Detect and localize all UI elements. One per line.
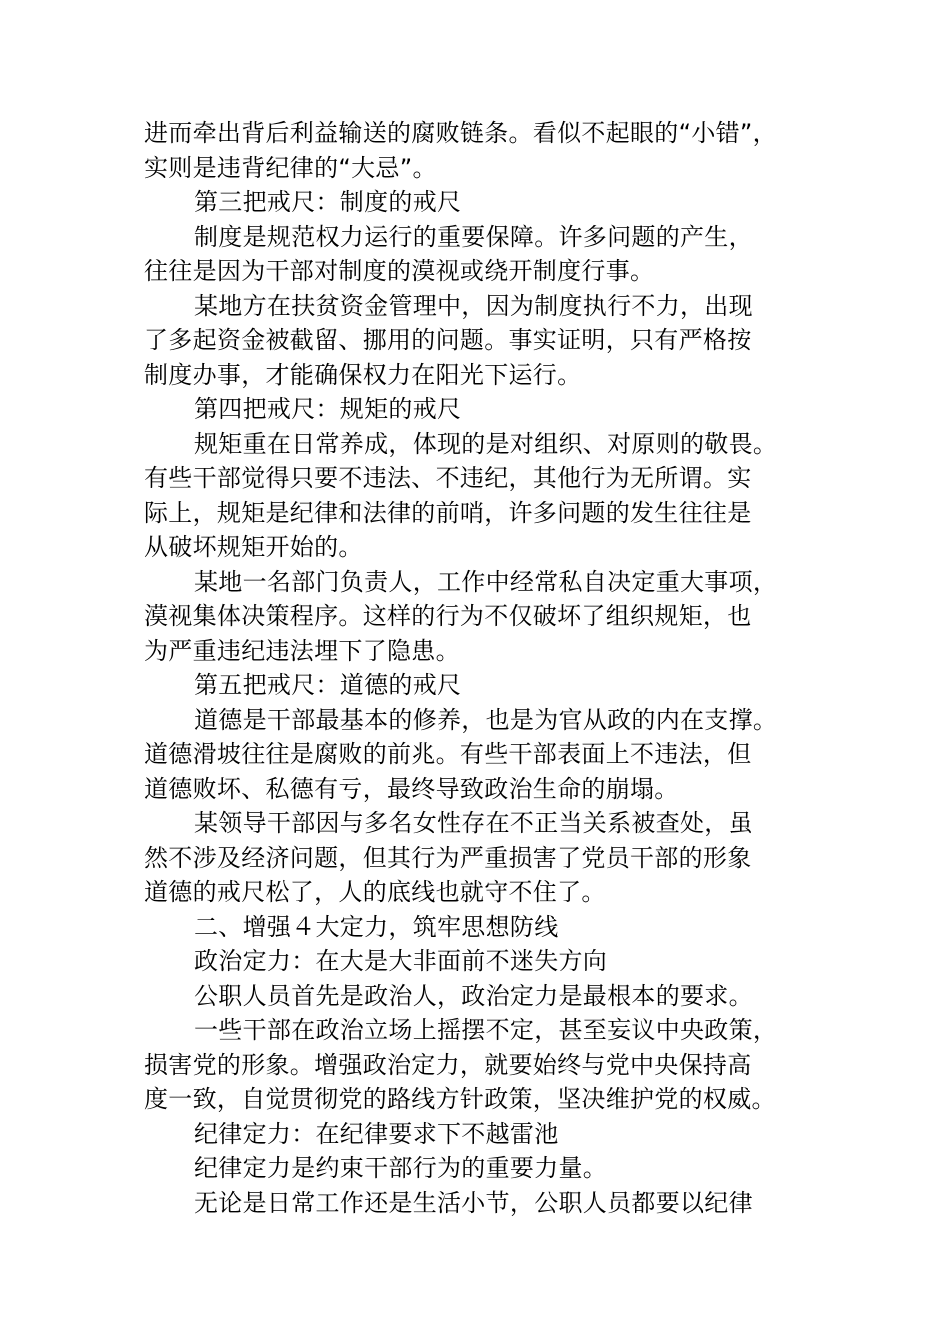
text-line-16: 为严重违纪违法埋下了隐患。 bbox=[144, 636, 460, 665]
text-line-2: 实则是违背纪律的“大忌”。 bbox=[144, 153, 437, 182]
text-line-10: 规矩重在日常养成，体现的是对组织、对原则的敬畏。 bbox=[194, 429, 778, 458]
text-line-27: 一些干部在政治立场上摇摆不定，甚至妄议中央政策， bbox=[194, 1016, 778, 1044]
text-line-21: 某领导干部因与多名女性存在不正当关系被查处，虽 bbox=[194, 809, 753, 837]
text-line-7: 了多起资金被截留、挪用的问题。事实证明，只有严格按 bbox=[144, 326, 752, 354]
text-line-23: 道德的戒尺松了，人的底线也就守不住了。 bbox=[144, 878, 606, 906]
text-line-22: 然不涉及经济问题，但其行为严重损害了党员干部的形象 bbox=[144, 843, 752, 872]
text-line-18: 道德是干部最基本的修养，也是为官从政的内在支撑。 bbox=[194, 705, 778, 734]
section-heading-4: 第四把戒尺：规矩的戒尺 bbox=[194, 395, 462, 423]
chapter-heading-2: 二、增强４大定力，筑牢思想防线 bbox=[194, 912, 559, 941]
subheading-discipline: 纪律定力：在纪律要求下不越雷池 bbox=[194, 1119, 559, 1148]
text-line-28: 损害党的形象。增强政治定力，就要始终与党中央保持高 bbox=[144, 1050, 752, 1079]
document-body bbox=[144, 116, 824, 1220]
text-line-11: 有些干部觉得只要不违法、不违纪，其他行为无所谓。实 bbox=[144, 464, 752, 492]
text-line-15: 漠视集体决策程序。这样的行为不仅破坏了组织规矩，也 bbox=[144, 602, 752, 630]
text-line-31: 纪律定力是约束干部行为的重要力量。 bbox=[194, 1154, 608, 1182]
text-line-6: 某地方在扶贫资金管理中，因为制度执行不力，出现 bbox=[194, 291, 753, 320]
section-heading-3: 第三把戒尺：制度的戒尺 bbox=[194, 188, 462, 216]
text-line-4: 制度是规范权力运行的重要保障。许多问题的产生， bbox=[194, 222, 753, 251]
text-line-14: 某地一名部门负责人，工作中经常私自决定重大事项， bbox=[194, 567, 778, 596]
text-line-32: 无论是日常工作还是生活小节，公职人员都要以纪律 bbox=[194, 1188, 753, 1217]
text-line-19: 道德滑坡往往是腐败的前兆。有些干部表面上不违法，但 bbox=[144, 740, 752, 768]
text-line-5: 往往是因为干部对制度的漠视或绕开制度行事。 bbox=[144, 257, 655, 285]
text-line-20: 道德败坏、私德有亏，最终导致政治生命的崩塌。 bbox=[144, 774, 679, 803]
text-line-8: 制度办事，才能确保权力在阳光下运行。 bbox=[144, 360, 582, 389]
text-line-26: 公职人员首先是政治人，政治定力是最根本的要求。 bbox=[194, 981, 753, 1010]
subheading-political: 政治定力：在大是大非面前不迷失方向 bbox=[194, 947, 608, 975]
text-line-13: 从破坏规矩开始的。 bbox=[144, 533, 363, 561]
text-line-12: 际上，规矩是纪律和法律的前哨，许多问题的发生往往是 bbox=[144, 498, 752, 527]
text-line-29: 度一致，自觉贯彻党的路线方针政策，坚决维护党的权威。 bbox=[144, 1085, 776, 1113]
text-line-1: 进而牵出背后利益输送的腐败链条。看似不起眼的“小错”， bbox=[144, 119, 777, 147]
section-heading-5: 第五把戒尺：道德的戒尺 bbox=[194, 671, 462, 699]
